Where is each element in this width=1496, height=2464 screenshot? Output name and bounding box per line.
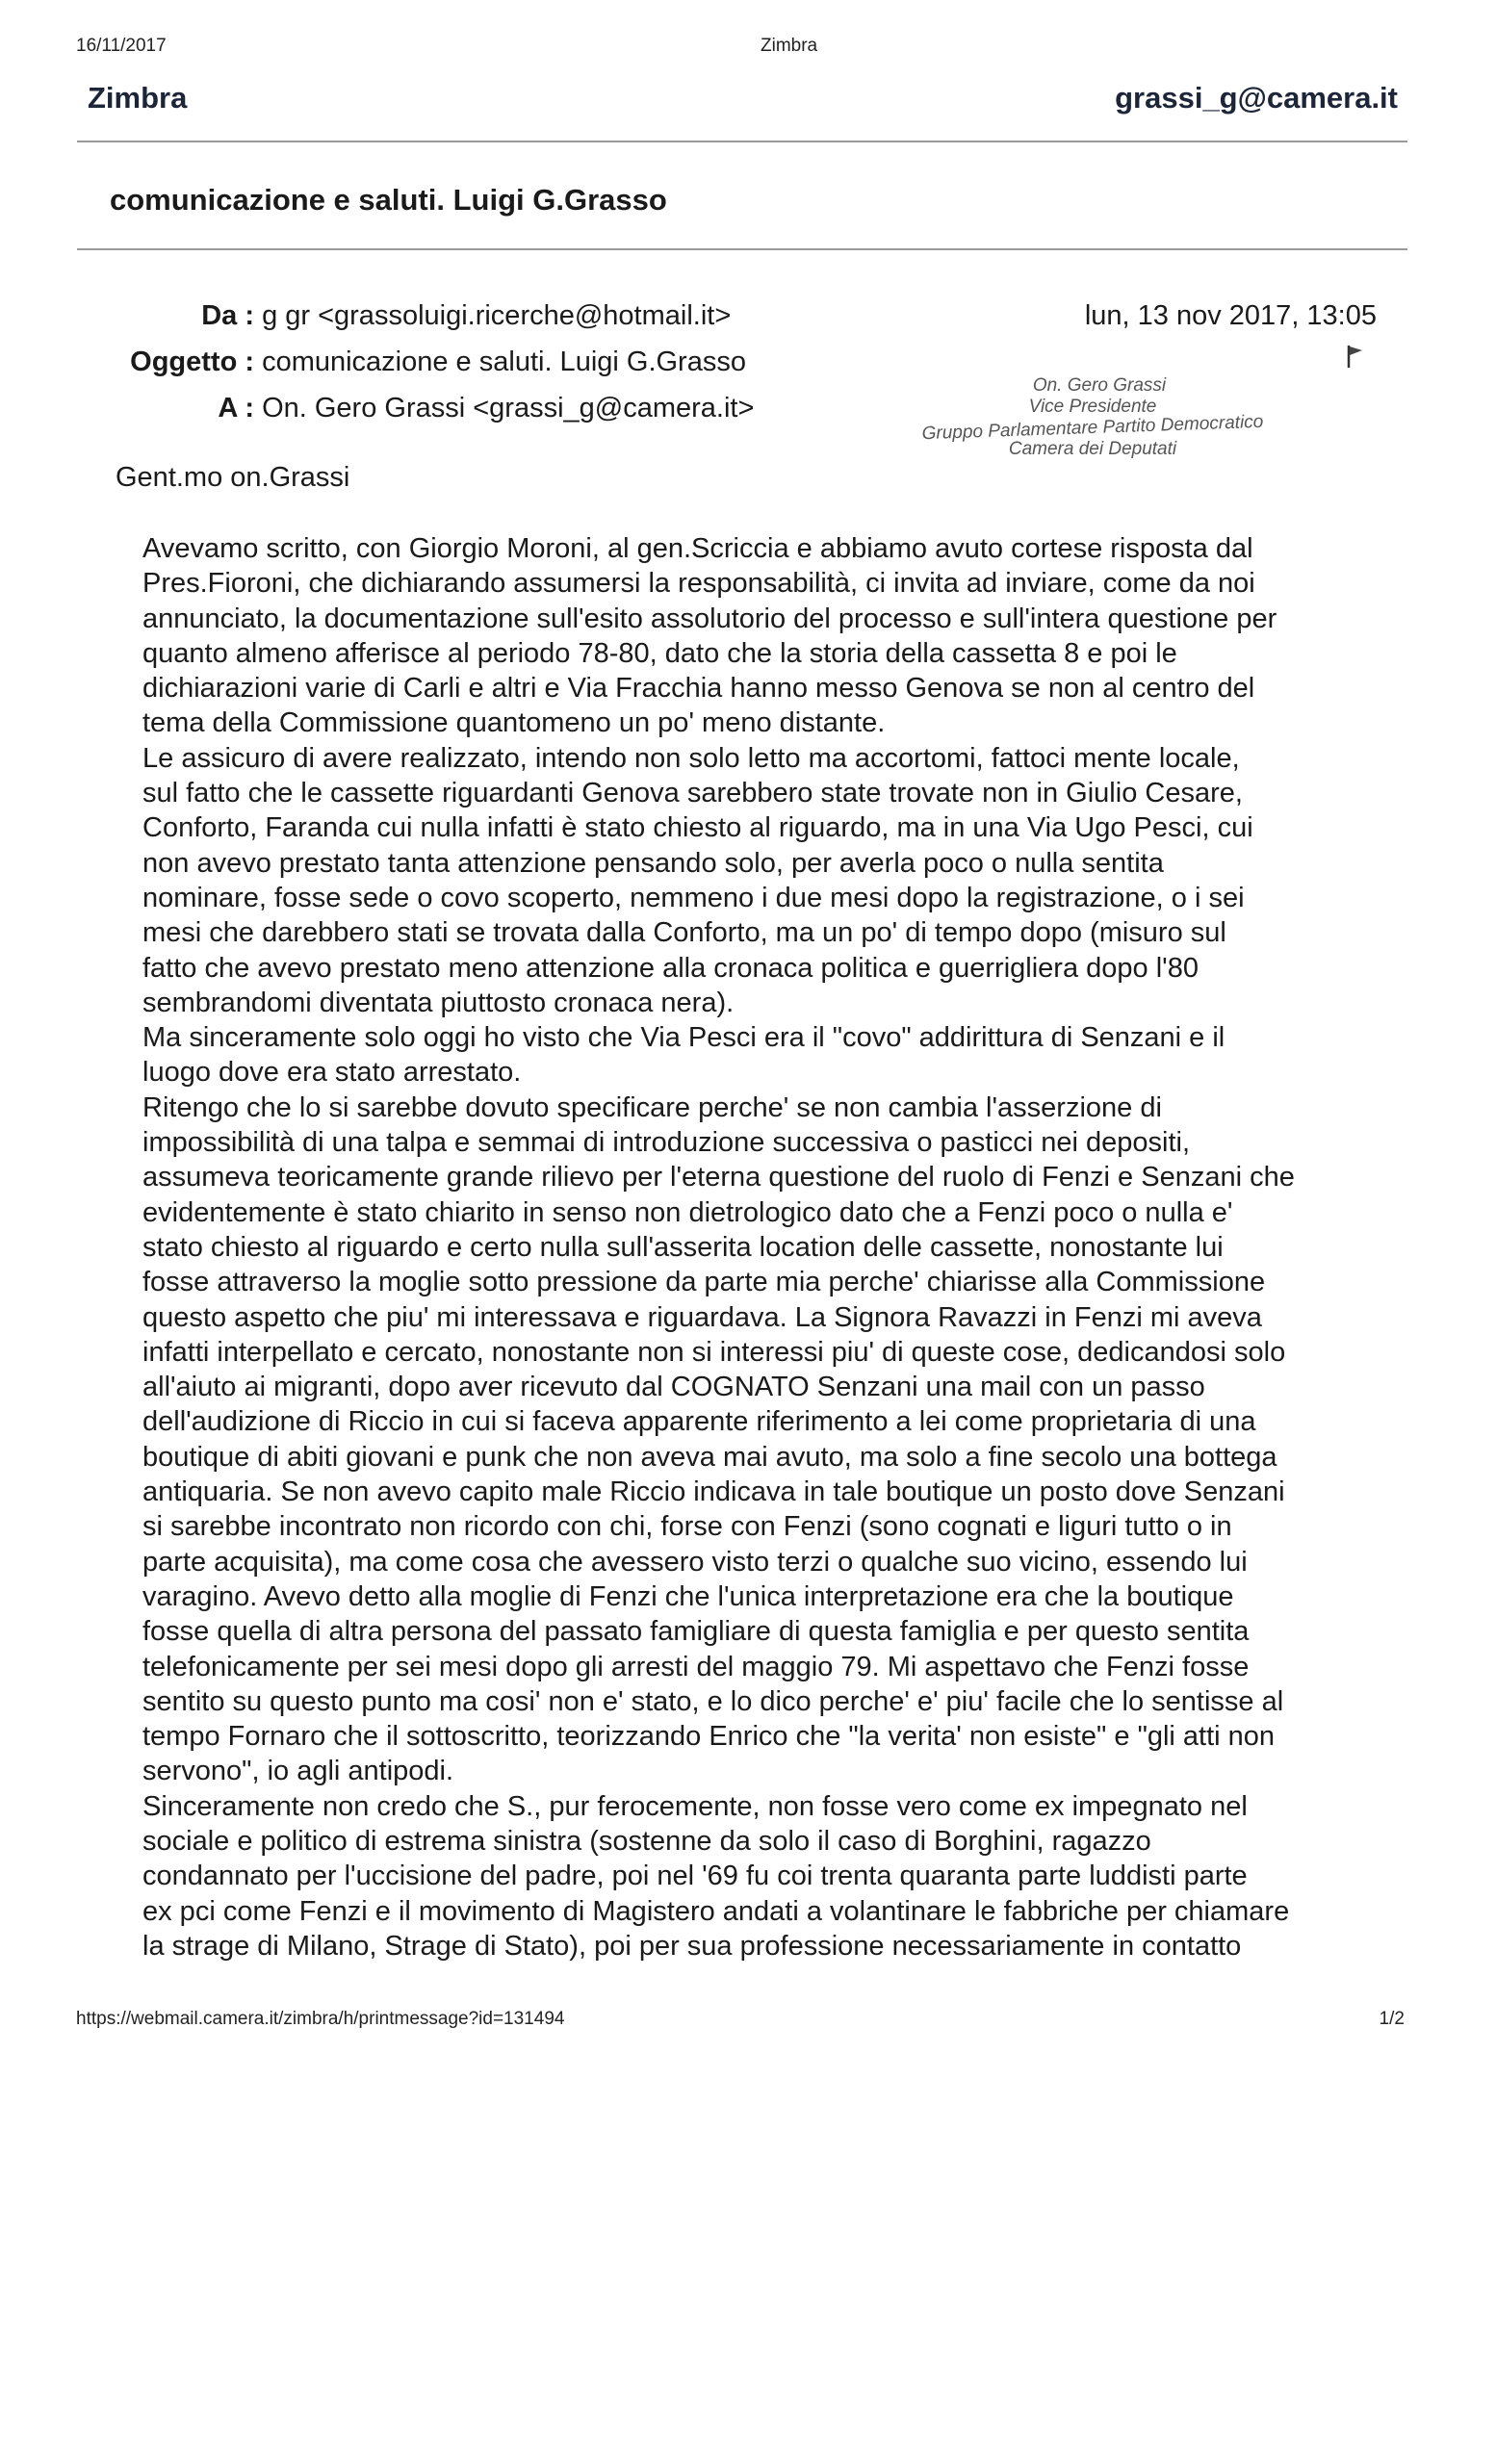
message-body [142,531,1394,1964]
body-line: dell'audizione di Riccio in cui si faceva apparente riferimento a lei come proprietaria di una [142,1406,1256,1438]
body-line: all'aiuto ai migranti, dopo aver ricevuto dal COGNATO Senzani una mail con un passo [142,1372,1205,1403]
account-email: grassi_g@camera.it [1115,81,1398,115]
body-line: mesi che darebbero stati se trovata dalla Conforto, ma un po' di tempo dopo (misuro sul [142,917,1226,949]
body-line: la strage di Milano, Strage di Stato), poi per sua professione necessariamente in contatto [142,1930,1242,1962]
body-line: Avevamo scritto, con Giorgio Moroni, al gen.Scriccia e abbiamo avuto cortese risposta dal [142,533,1253,564]
body-line: Sinceramente non credo che S., pur ferocemente, non fosse vero come ex impegnato nel [142,1790,1248,1822]
body-line: luogo dove era stato arrestato. [142,1057,522,1089]
from-value: g gr <grassoluigi.ricerche@hotmail.it> [262,300,732,331]
body-line: fatto che avevo prestato meno attenzione alla cronaca politica e guerrigliera dopo l'80 [142,952,1199,984]
salutation: Gent.mo on.Grassi [116,462,350,493]
print-header-title: Zimbra [761,36,818,56]
subject-row [12,346,746,378]
body-line: Le assicuro di avere realizzato, intendo non solo letto ma accortomi, fattoci mente locale, [142,742,1240,774]
print-date: 16/11/2017 [76,36,167,56]
subject-value: comunicazione e saluti. Luigi G.Grasso [262,346,746,377]
from-label: Da : [201,300,254,331]
to-row [12,393,754,424]
body-line: fosse attraverso la moglie sotto pressione da parte mia perche' chiarisse alla Commissione [142,1267,1266,1298]
subject-label: Oggetto : [130,346,254,377]
body-line: evidentemente è stato chiarito in senso non dietrologico dato che a Fenzi poco o nulla e' [142,1196,1233,1228]
body-line: parte acquisita), ma come cosa che avessero visto terzi o qualche suo vicino, essendo lui [142,1546,1248,1578]
body-line: stato chiesto al riguardo e certo nulla sull'asserita location delle cassette, nonostante lui [142,1231,1224,1263]
office-stamp [900,375,1285,460]
body-line: sentito su questo punto ma cosi' non e' stato, e lo dico perche' e' piu' facile che lo sentisse al [142,1685,1284,1717]
body-line: Ritengo che lo si sarebbe dovuto specificare perche' se non cambia l'asserzione di [142,1091,1162,1123]
body-line: impossibilità di una talpa e semmai di introduzione successiva o pasticci nei depositi, [142,1127,1191,1159]
body-line: tema della Commissione quantomeno un po' meno distante. [142,707,886,739]
body-line: nominare, fosse sede o covo scoperto, nemmeno i due mesi dopo la registrazione, o i sei [142,882,1245,913]
body-line: condannato per l'uccisione del padre, poi nel '69 fu coi trenta quaranta parte luddisti parte [142,1861,1248,1892]
body-line: dichiarazioni varie di Carli e altri e Via Fracchia hanno messo Genova se non al centro del [142,673,1255,705]
body-line: sociale e politico di estrema sinistra (sostenne da solo il caso di Borghini, ragazzo [142,1825,1151,1857]
to-label: A : [218,393,254,424]
body-line: si sarebbe incontrato non ricordo con chi, forse con Fenzi (sono cognati e liguri tutto o in [142,1511,1232,1543]
stamp-line: Vice Presidente [1028,397,1157,417]
body-line: Pres.Fioroni, che dichiarando assumersi la responsabilità, ci invita ad inviare, come da noi [142,568,1255,600]
body-line: telefonicamente per sei mesi dopo gli arresti del maggio 79. Mi aspettavo che Fenzi fosse [142,1651,1250,1682]
divider [77,141,1407,142]
body-line: ex pci come Fenzi e il movimento di Magistero andati a volantinare le fabbriche per chiamare [142,1895,1290,1927]
body-line: Ma sinceramente solo oggi ho visto che Via Pesci era il "covo" addirittura di Senzani e il [142,1022,1225,1054]
stamp-line: Camera dei Deputati [1008,439,1177,459]
print-footer-url: https://webmail.camera.it/zimbra/h/printmessage?id=131494 [76,2009,565,2029]
brand-logo-text: Zimbra [88,81,188,115]
body-line: non avevo prestato tanta attenzione pensando solo, per averla poco o nulla sentita [142,847,1164,879]
body-line: Conforto, Faranda cui nulla infatti è stato chiesto al riguardo, ma in una Via Ugo Pesci, cui [142,812,1253,844]
divider [77,248,1407,250]
flag-icon [1346,344,1365,369]
body-line: sul fatto che le cassette riguardanti Genova sarebbero state trovate non in Giulio Cesare, [142,778,1243,809]
page-number: 1/2 [1379,2009,1405,2029]
body-line: quanto almeno afferisce al periodo 78-80, dato che la storia della cassetta 8 e poi le [142,637,1177,669]
body-line: servono", io agli antipodi. [142,1756,454,1787]
from-row [12,300,731,332]
body-line: tempo Fornaro che il sottoscritto, teorizzando Enrico che "la verita' non esiste" e "gli atti non [142,1721,1276,1753]
to-value: On. Gero Grassi <grassi_g@camera.it> [262,393,755,424]
body-line: infatti interpellato e cercato, nonostante non si interessi piu' di queste cose, dedicandosi solo [142,1336,1286,1368]
stamp-line: On. Gero Grassi [1032,375,1167,396]
body-line: antiquaria. Se non avevo capito male Riccio indicava in tale boutique un posto dove Senzani [142,1476,1285,1508]
stamp-line: Gruppo Parlamentare Partito Democratico [921,411,1264,445]
message-date: lun, 13 nov 2017, 13:05 [1084,300,1377,331]
body-line: annunciato, la documentazione sull'esito assolutorio del processo e sull'intera questione per [142,603,1277,634]
body-line: varagino. Avevo detto alla moglie di Fenzi che l'unica interpretazione era che la boutique [142,1580,1234,1612]
body-line: questo aspetto che piu' mi interessava e riguardava. La Signora Ravazzi in Fenzi mi aveva [142,1301,1262,1333]
message-subject-title: comunicazione e saluti. Luigi G.Grasso [110,183,667,217]
body-line: assumeva teoricamente grande rilievo per l'eterna questione del ruolo di Fenzi e Senzani che [142,1162,1295,1194]
body-line: boutique di abiti giovani e punk che non aveva mai avuto, ma solo a fine secolo una bottega [142,1441,1277,1473]
body-line: sembrandomi diventata piuttosto cronaca nera). [142,987,735,1018]
body-line: fosse quella di altra persona del passato famigliare di questa famiglia e per questo sentita [142,1616,1250,1648]
